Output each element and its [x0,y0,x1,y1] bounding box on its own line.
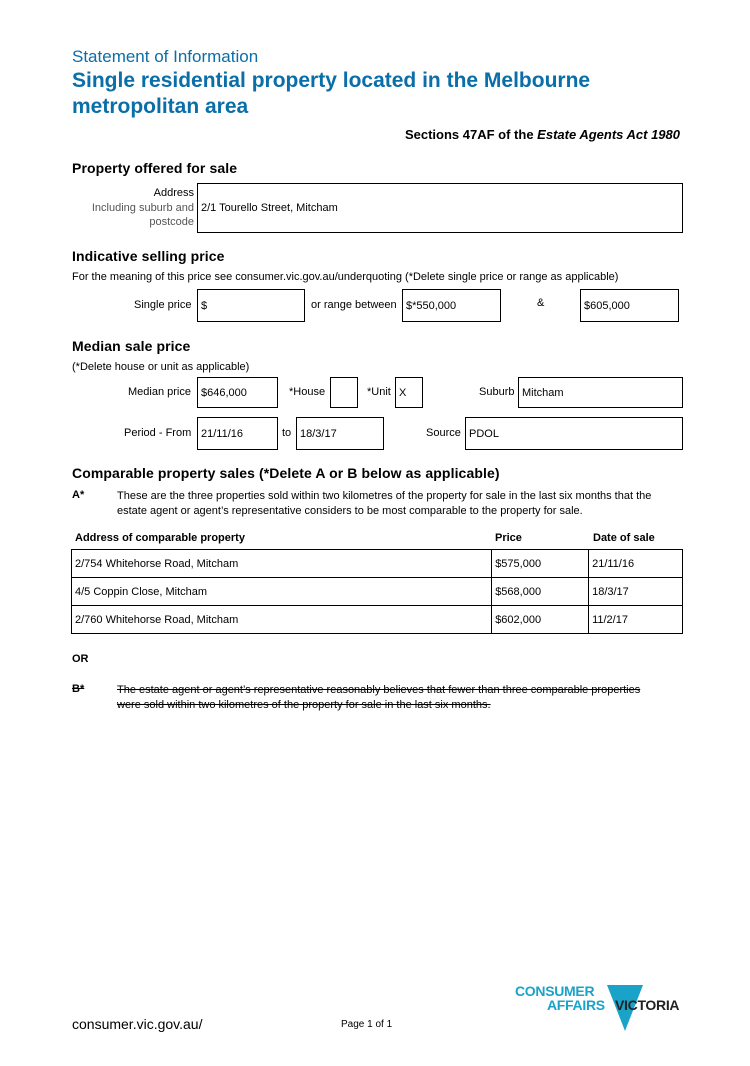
comparable-date: 11/2/17 [589,606,683,634]
range-label: or range between [311,299,397,311]
document-title-line2: metropolitan area [72,95,249,118]
comparable-date: 18/3/17 [589,578,683,606]
indicative-heading: Indicative selling price [72,248,225,264]
property-heading: Property offered for sale [72,160,238,176]
consumer-affairs-victoria-logo [515,979,690,1034]
indicative-note: For the meaning of this price see consumer.vic.gov.au/underquoting (*Delete single price or range as applicable) [72,271,619,283]
table-row [72,606,683,634]
range-from-field[interactable] [402,289,501,322]
period-to-value: 18/3/17 [300,427,337,440]
range-ampersand: & [537,297,545,309]
col-header-date: Date of sale [593,532,655,544]
address-label [72,186,194,230]
option-b-text-2: were sold within two kilometres of the property for sale in the last six months. [117,698,491,711]
median-note: (*Delete house or unit as applicable) [72,361,250,373]
house-label: *House [289,386,326,398]
document-title [72,68,590,120]
page-number: Page 1 of 1 [341,1019,393,1030]
or-label: OR [72,653,89,665]
single-price-label: Single price [134,299,192,311]
footer-url: consumer.vic.gov.au/ [72,1016,203,1032]
comparable-date: 21/11/16 [589,550,683,578]
address-value: 2/1 Tourello Street, Mitcham [201,202,338,214]
median-price-value: $646,000 [201,386,247,399]
comparable-heading: Comparable property sales (*Delete A or B below as applicable) [72,465,500,481]
option-b-marker: B* [72,683,85,695]
source-field[interactable] [465,417,683,450]
suburb-field[interactable] [518,377,683,408]
unit-label: *Unit [367,386,391,398]
legislation-reference [405,127,680,142]
comparable-address: 4/5 Coppin Close, Mitcham [72,578,492,606]
source-value: PDOL [469,427,499,440]
address-label-2: Including suburb and [91,201,194,214]
comparable-price: $602,000 [492,606,589,634]
logo-affairs: AFFAIRS [547,997,605,1013]
comparable-address: 2/760 Whitehorse Road, Mitcham [72,606,492,634]
comparable-price: $568,000 [492,578,589,606]
single-price-value: $ [201,299,208,312]
period-from-value: 21/11/16 [201,427,244,440]
median-price-label: Median price [128,386,191,398]
logo-victoria: VICTORIA [615,997,680,1013]
act-name: Estate Agents Act 1980 [537,127,680,142]
range-from-value: $*550,000 [406,299,457,312]
unit-value: X [399,386,407,399]
median-price-field[interactable] [197,377,278,408]
option-a-text [117,489,651,518]
option-a-marker: A* [72,489,85,501]
table-row [72,550,683,578]
comparable-table [71,549,683,634]
address-label-1: Address [153,187,194,199]
period-to-field[interactable] [296,417,384,450]
suburb-label: Suburb [479,386,515,398]
option-b-text-1: The estate agent or agent’s representative reasonably believes that fewer than three comparable properties [117,684,641,696]
option-b-text [117,683,640,712]
logo-consumer: CONSUMER [515,983,595,999]
suburb-value: Mitcham [522,386,564,399]
option-a-text-2: estate agent or agent’s representative considers to be most comparable to the property for sale. [117,504,583,517]
unit-field[interactable] [395,377,423,408]
range-to-field[interactable] [580,289,679,322]
col-header-address: Address of comparable property [75,532,245,544]
single-price-field[interactable] [197,289,305,322]
address-field[interactable] [197,183,683,233]
option-a-text-1: These are the three properties sold within two kilometres of the property for sale in the last six months that the [117,490,652,502]
comparable-address: 2/754 Whitehorse Road, Mitcham [72,550,492,578]
document-subtitle: Statement of Information [72,47,259,66]
period-to-label: to [282,427,292,439]
col-header-price: Price [495,532,522,544]
source-label: Source [426,427,461,439]
house-field[interactable] [330,377,358,408]
document-title-line1: Single residential property located in the Melbourne [72,69,591,92]
address-label-3: postcode [149,216,194,228]
sections-prefix: Sections 47AF of the [404,127,538,142]
median-heading: Median sale price [72,338,191,354]
table-row [72,578,683,606]
period-from-field[interactable] [197,417,278,450]
comparable-price: $575,000 [492,550,589,578]
range-to-value: $605,000 [584,299,630,312]
period-from-label: Period - From [124,427,192,439]
